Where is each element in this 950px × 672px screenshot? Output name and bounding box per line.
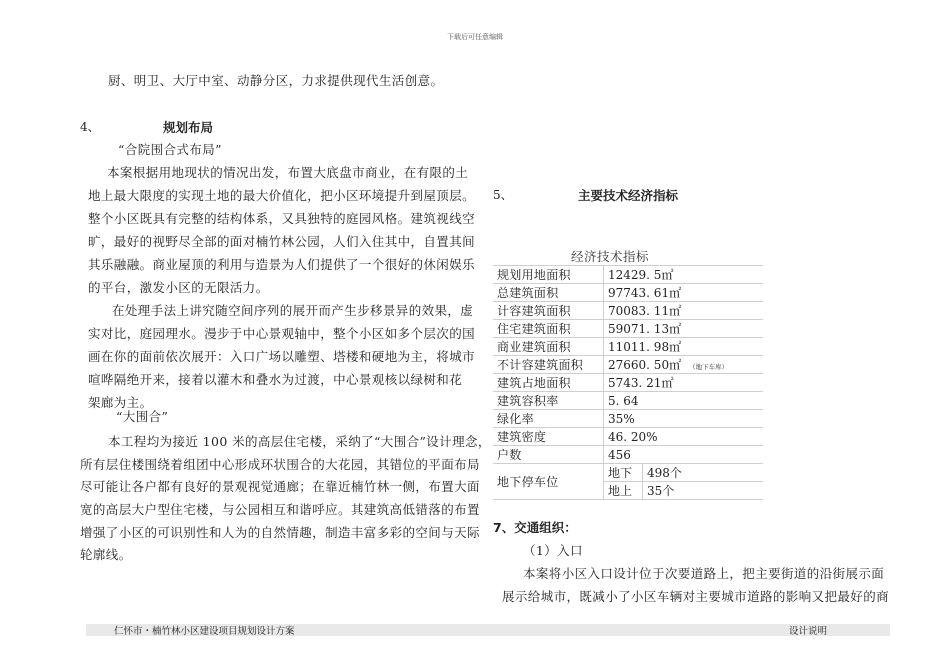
section-4-title: 规划布局 [163, 120, 214, 135]
paragraph-line: 旷，最好的视野尽全部的面对楠竹林公园，人们入住其中，自置其间 [88, 234, 476, 249]
table-row [493, 410, 763, 428]
paragraph-line: 轮廓线。 [80, 547, 132, 562]
row-value: 12429. 5㎡ [604, 266, 764, 284]
row-label: 计容建筑面积 [497, 304, 571, 318]
row-label: 规划用地面积 [497, 268, 571, 282]
row-value: 11011. 98㎡ [604, 338, 764, 356]
subheading-courtyard: “合院围合式布局” [118, 142, 222, 157]
row-value-text: 27660. 50㎡ [608, 358, 682, 372]
row-value: 5. 64 [604, 392, 764, 410]
paragraph-line: 在处理手法上讲究随空间序列的展开而产生步移景异的效果，虚 [112, 303, 474, 318]
section-5-number: 5、 [493, 188, 513, 202]
paragraph-line: 增强了小区的可识别性和人为的自然情趣，制造丰富多彩的空间与天际 [80, 525, 480, 540]
table-row [493, 284, 763, 302]
paragraph-line: 展示给城市，既减小了小区车辆对主要城市道路的影响又把最好的商 [502, 589, 890, 604]
table-row [493, 356, 763, 374]
paragraph-line: 地上最大限度的实现土地的最大价值化，把小区环境提升到屋顶层。 [88, 188, 476, 203]
parking-above-label: 地上 [604, 482, 643, 500]
paragraph-line: 画在你的面前依次展开：入口广场以雕塑、塔楼和硬地为主，将城市 [88, 349, 476, 364]
paragraph-line: 架廊为主。 [88, 395, 153, 410]
paragraph-line: 所有层住楼围绕着组团中心形成环状围合的大花园，其错位的平面布局 [80, 457, 480, 472]
table-title: 经济技术指标 [571, 249, 650, 264]
row-value: 35% [604, 410, 764, 428]
parking-underground-value: 498个 [643, 464, 764, 482]
row-label: 建筑密度 [497, 430, 547, 444]
parking-above-value: 35个 [643, 482, 764, 500]
table-row [493, 302, 763, 320]
row-label: 总建筑面积 [497, 286, 559, 300]
footer-project-title: 仁怀市・楠竹林小区建设项目规划设计方案 [114, 626, 295, 637]
subheading-enclosure: “大围合” [116, 409, 169, 424]
row-value: 97743. 61㎡ [604, 284, 764, 302]
row-label: 户数 [497, 448, 522, 462]
section-5-title: 主要技术经济指标 [578, 188, 679, 203]
economic-indicators-table [493, 265, 763, 500]
table-row [493, 338, 763, 356]
row-label: 地下停车位 [497, 475, 559, 489]
table-row [493, 392, 763, 410]
row-value: 59071. 13㎡ [604, 320, 764, 338]
row-label: 住宅建筑面积 [497, 322, 571, 336]
row-value: 456 [604, 446, 764, 464]
paragraph-line: 本案将小区入口设计位于次要道路上，把主要街道的沿街展示面 [523, 566, 885, 581]
row-value: 70083. 11㎡ [604, 302, 764, 320]
row-note: （地下车库） [689, 363, 729, 371]
section-7-subheading: （1）入口 [523, 543, 583, 558]
parking-underground-label: 地下 [604, 464, 643, 482]
table-row [493, 446, 763, 464]
top-note: 下载后可任意编辑 [447, 33, 503, 41]
table-row [493, 266, 763, 284]
footer-section-label: 设计说明 [789, 626, 828, 637]
row-value: 46. 20% [604, 428, 764, 446]
row-label: 建筑容积率 [497, 394, 559, 408]
paragraph-line: 宽的高层大户型住宅楼，与公园相互和谐呼应。其建筑高低错落的布置 [80, 502, 480, 517]
table-row [493, 374, 763, 392]
row-label: 建筑占地面积 [497, 376, 571, 390]
section-7-title: 7、交通组织： [493, 520, 577, 535]
paragraph-line: 喧哗隔绝开来，接着以灌木和叠水为过渡，中心景观核以绿树和花 [88, 372, 463, 387]
intro-line: 厨、明卫、大厅中室、动静分区，力求提供现代生活创意。 [108, 73, 444, 88]
paragraph-line: 整个小区既具有完整的结构体系，又具独特的庭园风格。建筑视线空 [88, 211, 476, 226]
paragraph-line: 本工程均为接近 100 米的高层住宅楼，采纳了“大围合”设计理念， [108, 434, 491, 449]
row-value: 5743. 21㎡ [604, 374, 764, 392]
table-row [493, 428, 763, 446]
row-value [604, 356, 764, 374]
row-label: 不计容建筑面积 [497, 358, 584, 372]
table-row [493, 464, 763, 482]
paragraph-line: 本案根据用地现状的情况出发，布置大底盘市商业，在有限的土 [107, 165, 469, 180]
paragraph-line: 其乐融融。商业屋顶的利用与造景为人们提供了一个很好的休闲娱乐 [88, 257, 476, 272]
paragraph-line: 尽可能让各户都有良好的景观视觉通廊；在靠近楠竹林一侧，布置大面 [80, 479, 480, 494]
row-label: 绿化率 [497, 412, 534, 426]
row-label: 商业建筑面积 [497, 340, 571, 354]
paragraph-line: 实对比，庭园理水。漫步于中心景观轴中，整个小区如多个层次的国 [88, 326, 476, 341]
table-row [493, 320, 763, 338]
paragraph-line: 的平台，激发小区的无限活力。 [88, 280, 269, 295]
section-4-number: 4、 [80, 120, 100, 134]
